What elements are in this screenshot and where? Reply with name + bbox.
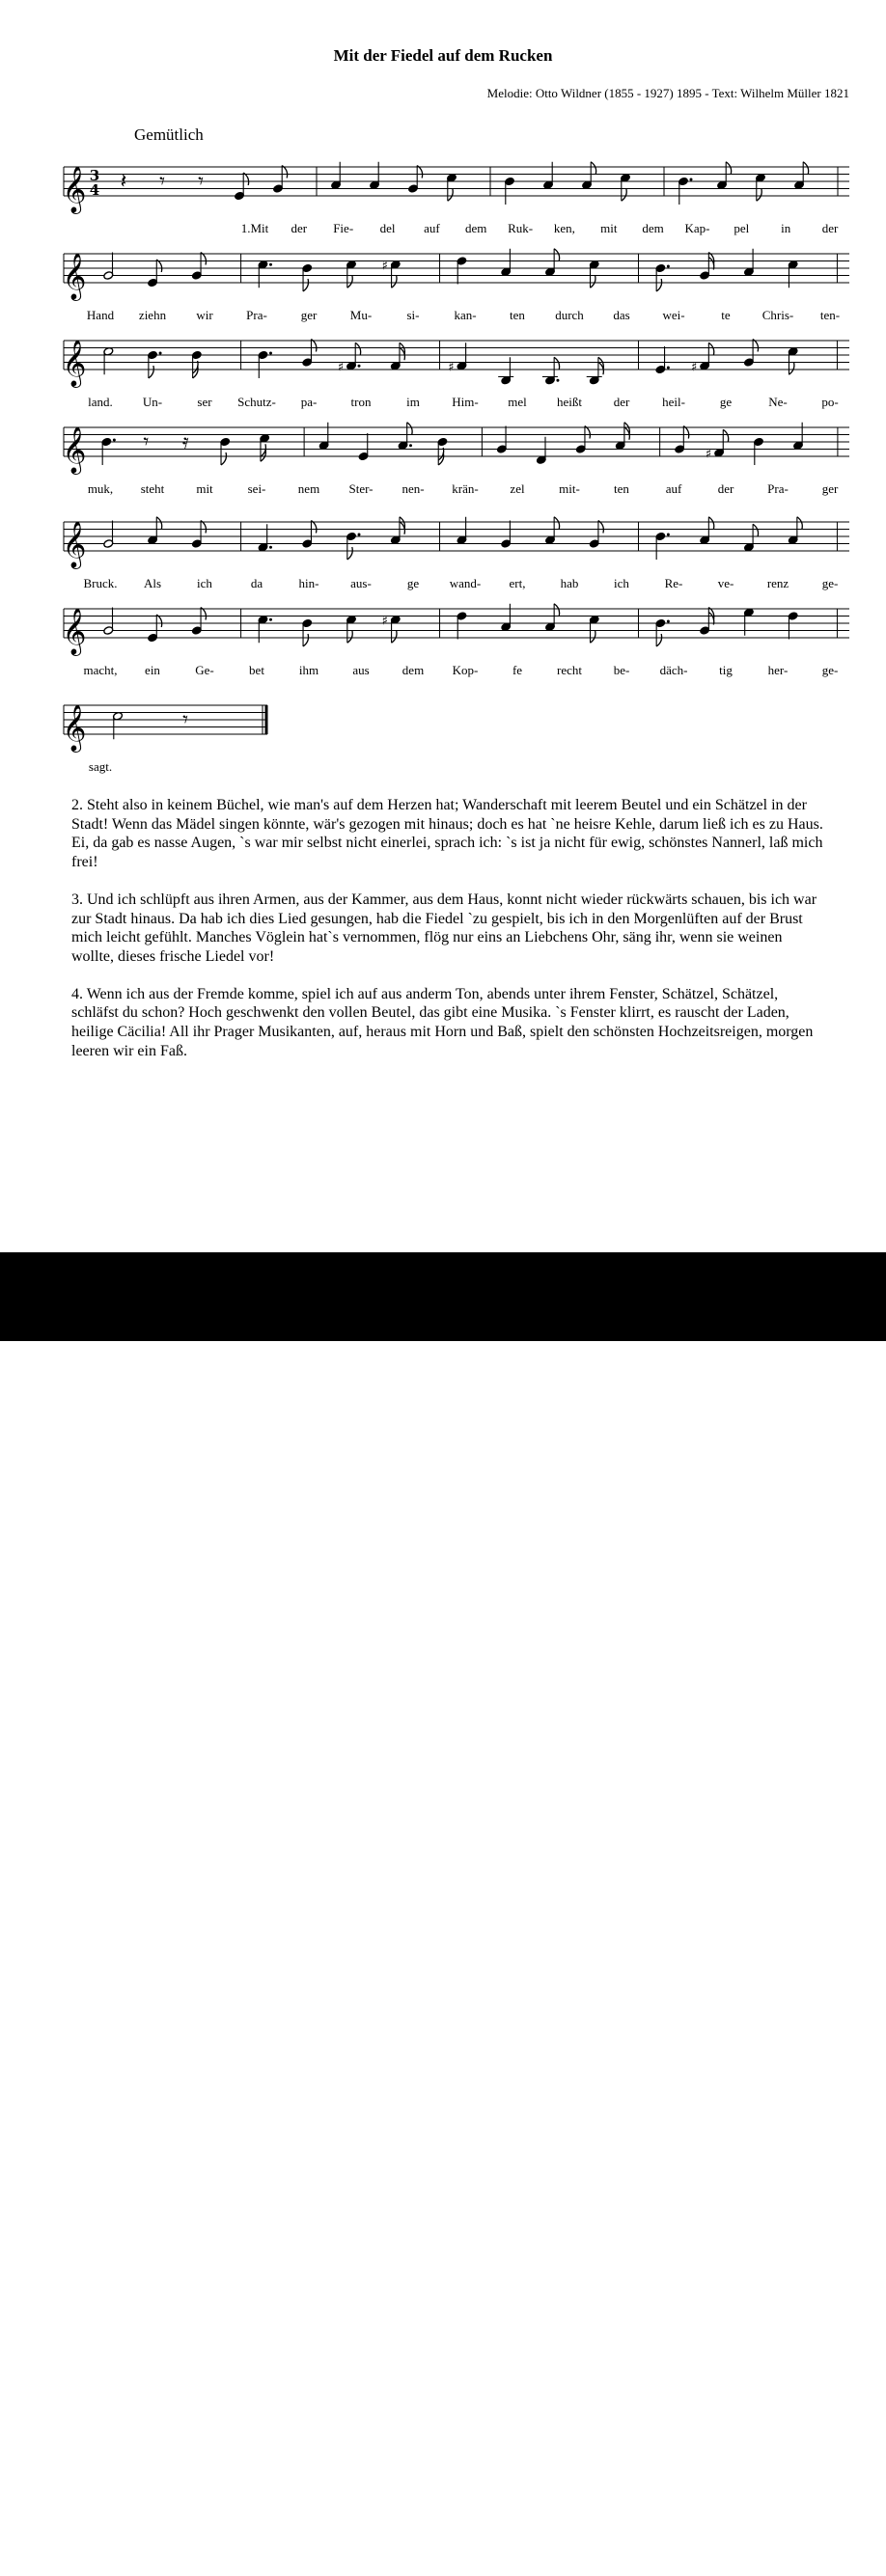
- note-flag: [591, 630, 595, 643]
- treble-clef-icon: 𝄞: [62, 425, 87, 473]
- song-credit: Melodie: Otto Wildner (1855 - 1927) 1895 - Text: Wilhelm Müller 1821: [486, 86, 849, 100]
- lyric-syllable: auf: [424, 221, 440, 235]
- lyric-syllable: Bruck.: [83, 576, 118, 590]
- note-dot: [113, 439, 116, 442]
- lyric-syllable: Ge-: [195, 663, 214, 677]
- lyric-syllable: der: [613, 395, 630, 409]
- lyric-syllable: Als: [143, 576, 162, 590]
- note-flag: [149, 366, 153, 378]
- note-dot: [667, 367, 670, 370]
- stock-footer: [0, 1252, 886, 2575]
- sharp-icon: ♯: [337, 360, 345, 375]
- lyric-syllable: nen-: [401, 481, 425, 496]
- lyric-syllable: der: [821, 221, 839, 235]
- lyric-syllable: wand-: [449, 576, 482, 590]
- staff-system: [64, 604, 849, 646]
- lyric-syllable: ge: [719, 395, 733, 409]
- note-dot: [667, 620, 670, 623]
- note-flag: [347, 547, 352, 560]
- sharp-icon: ♯: [448, 360, 455, 375]
- treble-clef-icon: 𝄞: [62, 339, 87, 386]
- treble-clef-icon: 𝄞: [62, 165, 87, 212]
- note-flag: [554, 517, 559, 530]
- note-dot: [269, 618, 272, 621]
- sharp-icon: ♯: [690, 360, 698, 375]
- note-flag: [347, 630, 352, 643]
- lyric-syllable: das: [613, 308, 630, 322]
- lyric-syllable: ich: [614, 576, 629, 590]
- staff-system: [64, 705, 267, 739]
- lyric-syllable: del: [379, 221, 396, 235]
- lyric-syllable: si-: [406, 308, 420, 322]
- lyric-syllable: ger: [821, 481, 839, 496]
- sheet-page: [0, 0, 886, 1252]
- note-flag: [303, 634, 308, 646]
- note-flag: [797, 517, 802, 530]
- note-flag: [753, 524, 758, 536]
- lyric-syllable: wir: [196, 308, 213, 322]
- note-dot: [269, 352, 272, 355]
- treble-clef-icon: 𝄞: [62, 520, 87, 567]
- note-dot: [358, 365, 361, 368]
- treble-clef-icon: 𝄞: [62, 252, 87, 299]
- lyric-syllable: pel: [734, 221, 750, 235]
- lyric-syllable: ten: [614, 481, 629, 496]
- note-flag: [591, 275, 595, 288]
- treble-clef-icon: 𝄞: [62, 607, 87, 654]
- lyric-syllable: däch-: [659, 663, 688, 677]
- lyric-syllable: ich: [197, 576, 212, 590]
- lyric-syllable: Him-: [452, 395, 479, 409]
- note-dot: [556, 379, 559, 382]
- song-title: Mit der Fiedel auf dem Rucken: [333, 46, 553, 65]
- lyric-syllable: dem: [642, 221, 664, 235]
- staff-system: [64, 517, 849, 560]
- lyric-syllable: mit: [196, 481, 213, 496]
- note-dot: [667, 265, 670, 268]
- lyric-syllable: Pra-: [246, 308, 267, 322]
- lyric-syllable: recht: [557, 663, 582, 677]
- lyric-syllable: tron: [350, 395, 372, 409]
- lyric-syllable: heil-: [662, 395, 685, 409]
- lyric-syllable: ken,: [553, 221, 575, 235]
- lyric-syllable: renz: [766, 576, 789, 590]
- lyric-syllable: ert,: [509, 576, 526, 590]
- tempo-marking: Gemütlich: [134, 125, 204, 144]
- lyric-syllable: land.: [88, 395, 113, 409]
- lyric-syllable: macht,: [83, 663, 118, 677]
- lyric-syllable: sei-: [247, 481, 266, 496]
- note-flag: [347, 275, 352, 288]
- footer-url: www.alamy.com: [739, 2559, 844, 2575]
- lyric-syllable: dem: [465, 221, 487, 235]
- note-flag: [448, 188, 453, 201]
- lyric-syllable: wei-: [662, 308, 685, 322]
- lyric-syllable: aus-: [350, 576, 372, 590]
- lyric-syllable: auf: [665, 481, 682, 496]
- note-flag: [622, 188, 626, 201]
- lyric-syllable: mit: [600, 221, 618, 235]
- lyric-syllable: aus: [352, 663, 370, 677]
- brand-logo: alamy: [28, 2519, 166, 2575]
- lyric-syllable: be-: [613, 663, 630, 677]
- note-flag: [708, 343, 713, 355]
- lyric-syllable: heißt: [557, 395, 582, 409]
- note-flag: [803, 162, 808, 175]
- note-flag: [392, 630, 397, 643]
- lyric-syllable: Kap-: [684, 221, 710, 235]
- rest-icon: 𝄿: [181, 430, 189, 454]
- lyric-syllable: in: [781, 221, 791, 235]
- verse-2: 2. Steht also in keinem Büchel, wie man's auf dem Herzen hat; Wanderschaft mit leerem Beutel und ein Schätzel in der Stadt! Wenn das Mädel singen könnte, wär's gezogen mit hinaus; doch es hat `ne heisre Kehle, darum ließ ich es zu Haus. Ei, da gab es nasse Augen, `s war mir selbst nicht einerlei, sprach ich: `s ist ja nicht für ewig, schönstes Nannerl, laß mich frei!: [71, 797, 823, 871]
- note-flag: [656, 634, 661, 646]
- note-dot: [269, 546, 272, 549]
- rest-icon: 𝄾: [182, 708, 188, 732]
- sharp-icon: ♯: [381, 259, 388, 274]
- note-flag: [708, 517, 713, 530]
- note-flag: [656, 279, 661, 291]
- lyric-syllable: po-: [821, 395, 839, 409]
- lyric-syllable: dem: [401, 663, 425, 677]
- lyric-syllable: ge: [406, 576, 420, 590]
- note-flag: [355, 343, 360, 355]
- lyric-syllable: Fie-: [333, 221, 354, 235]
- note-flag: [554, 249, 559, 261]
- time-signature-top: 3: [89, 167, 100, 184]
- lyric-syllable: durch: [555, 308, 584, 322]
- verses: [71, 796, 824, 1079]
- note-flag: [392, 275, 397, 288]
- lyric-syllable: ein: [145, 663, 160, 677]
- lyric-syllable: ser: [197, 395, 212, 409]
- note-dot: [667, 534, 670, 536]
- lyric-syllable: Hand: [86, 308, 115, 322]
- treble-clef-icon: 𝄞: [62, 703, 87, 751]
- rest-icon: 𝄾: [159, 170, 165, 194]
- staff-system: [64, 249, 849, 291]
- note-dot: [690, 178, 693, 181]
- lyric-syllable: der: [291, 221, 308, 235]
- note-flag: [221, 452, 226, 465]
- lyric-syllable: der: [717, 481, 734, 496]
- lyric-syllable: pa-: [300, 395, 318, 409]
- lyric-syllable: kan-: [454, 308, 477, 322]
- note-flag: [156, 517, 161, 530]
- lyric-syllable: tig: [719, 663, 733, 677]
- lyric-syllable: ge-: [821, 663, 839, 677]
- note-flag: [723, 429, 728, 442]
- rest-icon: 𝄾: [198, 170, 204, 194]
- lyric-syllable: im: [406, 395, 420, 409]
- lyric-syllable: 1.Mit: [240, 221, 269, 235]
- lyric-syllable: Schutz-: [237, 395, 276, 409]
- lyric-syllable: Chris-: [761, 308, 794, 322]
- note-dot: [159, 352, 162, 355]
- lyric-syllable: Ruk-: [508, 221, 534, 235]
- lyric-syllable: nem: [297, 481, 320, 496]
- lyric-syllable: te: [721, 308, 731, 322]
- note-flag: [726, 162, 731, 175]
- image-id: J463YJ: [782, 2524, 844, 2544]
- note-dot: [358, 534, 361, 536]
- lyric-syllable: ziehn: [138, 308, 167, 322]
- lyric-syllable: Pra-: [767, 481, 789, 496]
- lyric-syllable: mit-: [559, 481, 580, 496]
- note-flag: [789, 362, 793, 374]
- lyric-syllable: Kop-: [452, 663, 479, 677]
- sharp-icon: ♯: [381, 614, 388, 629]
- note-flag: [554, 357, 559, 370]
- lyric-syllable: ten-: [819, 308, 841, 322]
- lyric-syllable: Ne-: [768, 395, 788, 409]
- rest-icon: 𝄾: [143, 430, 150, 454]
- lyric-syllable: sagt.: [88, 759, 113, 774]
- note-flag: [591, 162, 595, 175]
- lyric-syllable: ve-: [717, 576, 734, 590]
- lyric-syllable: ihm: [298, 663, 319, 677]
- lyric-syllable: krän-: [452, 481, 479, 496]
- rest-icon: 𝄽: [120, 170, 127, 194]
- lyric-syllable: mel: [508, 395, 527, 409]
- lyric-syllable: fe: [512, 663, 523, 677]
- music-score: [0, 0, 886, 781]
- note-flag: [554, 604, 559, 617]
- time-signature-bottom: 4: [89, 181, 100, 199]
- staff-system: [64, 162, 849, 205]
- lyric-syllable: ten: [510, 308, 525, 322]
- sharp-icon: ♯: [705, 447, 712, 462]
- lyric-syllable: bet: [249, 663, 264, 677]
- note-dot: [409, 444, 412, 447]
- staff-system: [64, 340, 849, 386]
- lyric-syllable: hin-: [298, 576, 319, 590]
- lyric-syllable: Ster-: [348, 481, 374, 496]
- note-flag: [757, 188, 761, 201]
- lyric-syllable: Un-: [142, 395, 163, 409]
- lyric-syllable: Mu-: [349, 308, 373, 322]
- note-flag: [303, 279, 308, 291]
- lyric-syllable: ge-: [821, 576, 839, 590]
- lyric-syllable: Re-: [664, 576, 683, 590]
- lyric-syllable: zel: [510, 481, 525, 496]
- lyric-syllable: hab: [560, 576, 579, 590]
- lyric-syllable: ger: [300, 308, 318, 322]
- verse-3: 3. Und ich schlüpft aus ihren Armen, aus der Kammer, aus dem Haus, konnt nicht wieder rückwärts schauen, bis ich war zur Stadt hinaus. Da hab ich dies Lied gesungen, hab die Fiedel `zu gespielt, bis ich in den Morgenlüften auf der Brust mich leicht gefühlt. Manches Vöglein hat`s vernommen, flög nur eins an Liebchens Ohr, säng ihr, wenn sie weinen wollte, dieses frische Liedel vor!: [71, 891, 817, 965]
- lyric-syllable: steht: [140, 481, 165, 496]
- lyric-syllable: her-: [767, 663, 789, 677]
- note-dot: [269, 263, 272, 266]
- lyric-syllable: da: [250, 576, 263, 590]
- verse-4: 4. Wenn ich aus der Fremde komme, spiel ich auf aus anderm Ton, abends unter ihrem Fenster, Schätzel, Schätzel, schläfst du schon? Hoch geschwenkt den vollen Beutel, das gibt eine Musika. `s Fenster klirrt, es rauscht der Laden, heilige Cäcilia! All ihr Prager Musikanten, auf, heraus mit Horn und Baß, spielt den schönsten Hochzeitsreigen, morgen leeren wir ein Faß.: [71, 985, 814, 1059]
- lyric-syllable: muk,: [87, 481, 114, 496]
- note-flag: [407, 423, 412, 435]
